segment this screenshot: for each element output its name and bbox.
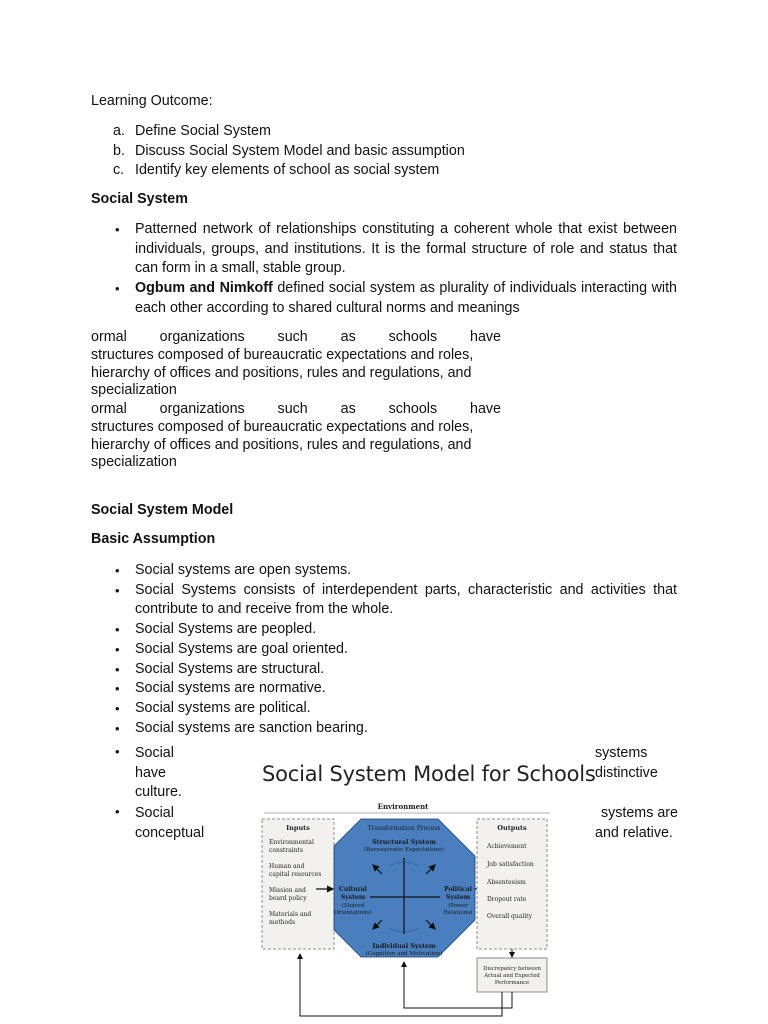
paragraph-line: structures composed of bureaucratic expectations and roles,	[91, 346, 474, 363]
list-item	[113, 699, 677, 719]
concept-text-left: conceptual	[135, 825, 205, 841]
bullet-glyph: •	[115, 281, 120, 297]
list-item	[113, 640, 677, 660]
output-item: Absenteeism	[487, 879, 526, 886]
list-item	[113, 220, 677, 279]
concept-text-left: Social	[135, 805, 174, 821]
paragraph-line: specialization	[91, 454, 177, 471]
feedback-loop-outer	[300, 954, 502, 1016]
bullet-glyph: •	[115, 661, 120, 677]
learning-outcome-title: Learning Outcome:	[91, 93, 213, 109]
cultural-label-2: System	[340, 894, 366, 901]
cultural-sub: Orientations)	[334, 910, 372, 916]
bullet-glyph: •	[115, 744, 120, 759]
discrepancy-label: Actual and Expected	[484, 973, 540, 979]
list-item-text: Social systems are sanction bearing.	[135, 719, 368, 736]
paragraph-line: ormal organizations such as schools have	[91, 401, 501, 417]
basic-assumption-heading: Basic Assumption	[91, 531, 216, 547]
list-item-text: Social Systems are goal oriented.	[135, 640, 348, 657]
bullet-glyph: •	[115, 700, 120, 716]
list-item-text: Social systems are open systems.	[135, 562, 352, 578]
political-label-2: System	[445, 894, 471, 901]
culture-text-left: culture.	[135, 784, 182, 800]
input-item: methods	[269, 919, 296, 926]
organization-paragraph-repeat	[91, 401, 501, 472]
paragraph-line: hierarchy of offices and positions, rules and regulations, and	[91, 436, 472, 453]
learning-outcome-list	[113, 122, 465, 181]
political-sub: (Power	[448, 903, 468, 909]
list-item	[113, 161, 465, 181]
bullet-glyph: •	[115, 720, 120, 736]
discrepancy-label: Discrepancy between	[483, 966, 541, 972]
list-item	[113, 719, 677, 739]
concept-text-right: and relative.	[595, 825, 673, 841]
list-item-text: Social Systems are peopled.	[135, 621, 317, 638]
paragraph-line: structures composed of bureaucratic expectations and roles,	[91, 418, 474, 435]
bullet-glyph: •	[115, 804, 120, 819]
list-item-text: Identify key elements of school as social system	[135, 162, 440, 178]
list-item-text: Social systems are political.	[135, 699, 311, 716]
outputs-title: Outputs	[497, 824, 527, 832]
social-system-model-figure	[224, 748, 596, 1024]
culture-text-right: systems	[595, 745, 648, 761]
list-item	[113, 679, 677, 699]
paragraph-line: hierarchy of offices and positions, rules and regulations, and	[91, 364, 472, 381]
bullet-glyph: •	[115, 222, 120, 237]
list-item	[113, 122, 465, 142]
list-item-text: Social Systems are structural.	[135, 660, 325, 677]
political-sub: Relations)	[443, 910, 473, 916]
list-item	[113, 581, 677, 620]
cultural-label: Cultural	[339, 886, 367, 893]
input-item: Materials and	[269, 911, 312, 918]
culture-text-right: distinctive	[595, 765, 658, 781]
list-item-text: defined social system as plurality of individuals interacting with each other according to shared cultural norms and meanings	[135, 280, 678, 316]
transformation-label: Transformation Process	[367, 825, 441, 832]
input-item: constraints	[269, 847, 304, 854]
list-item-text: Define Social System	[135, 123, 271, 139]
list-item-text: Patterned network of relationships constituting a coherent whole that exist between individuals, groups, and institutions. It is the formal structure of role and status that can form in a small, stable group.	[135, 221, 677, 277]
social-system-model-heading: Social System Model	[91, 502, 234, 518]
concept-text-right: systems are	[600, 805, 678, 821]
political-label: Political	[444, 886, 472, 893]
structural-sub: (Bureaucratic Expectations)	[364, 847, 444, 853]
paragraph-line: ormal organizations such as schools have	[91, 329, 501, 345]
culture-text-left: have	[135, 765, 167, 781]
list-item	[113, 620, 677, 640]
inputs-title: Inputs	[286, 824, 310, 832]
bullet-glyph: •	[115, 681, 120, 697]
structural-label: Structural System	[372, 839, 436, 846]
social-system-bullets	[113, 220, 677, 319]
bullet-glyph: •	[115, 641, 120, 657]
model-diagram	[224, 748, 589, 1024]
assumption-list	[113, 561, 677, 738]
cultural-sub: (Shared	[341, 903, 365, 909]
paragraph-line: specialization	[91, 382, 177, 399]
list-item-text: Social systems are normative.	[135, 680, 326, 697]
environment-label: Environment	[377, 802, 429, 811]
input-item: Mission and	[269, 887, 306, 894]
output-item: Achievement	[487, 843, 527, 850]
list-marker: a.	[113, 123, 125, 139]
list-item	[113, 142, 465, 162]
bullet-glyph: •	[115, 582, 120, 598]
list-item-text: Social Systems consists of interdependent parts, characteristic and activities that contribute to and receive from the whole.	[135, 581, 677, 618]
figure-title: Social System Model for Schools	[262, 762, 596, 786]
discrepancy-label: Performance	[494, 980, 530, 986]
list-item-text: Discuss Social System Model and basic assumption	[135, 142, 465, 159]
list-item	[113, 561, 677, 581]
bullet-glyph: •	[115, 622, 120, 638]
output-item: Overall quality	[487, 913, 532, 920]
output-item: Dropout rate	[487, 896, 527, 903]
bullet-glyph: •	[115, 563, 120, 578]
input-item: board policy	[269, 895, 307, 902]
input-item: Environmental	[269, 839, 314, 846]
list-marker: b.	[113, 142, 125, 159]
bold-authors: Ogbum and Nimkoff	[135, 280, 273, 297]
output-item: Job satisfaction	[487, 861, 534, 868]
list-item	[113, 660, 677, 680]
individual-sub: (Cognition and Motivation)	[365, 951, 443, 957]
social-system-heading: Social System	[91, 191, 188, 207]
input-item: capital resources	[269, 871, 322, 878]
list-marker: c.	[113, 162, 125, 178]
culture-text-left: Social	[135, 745, 174, 761]
list-item	[113, 279, 677, 318]
input-item: Human and	[269, 863, 305, 870]
organization-paragraph	[91, 329, 501, 400]
individual-label: Individual System	[372, 943, 436, 950]
